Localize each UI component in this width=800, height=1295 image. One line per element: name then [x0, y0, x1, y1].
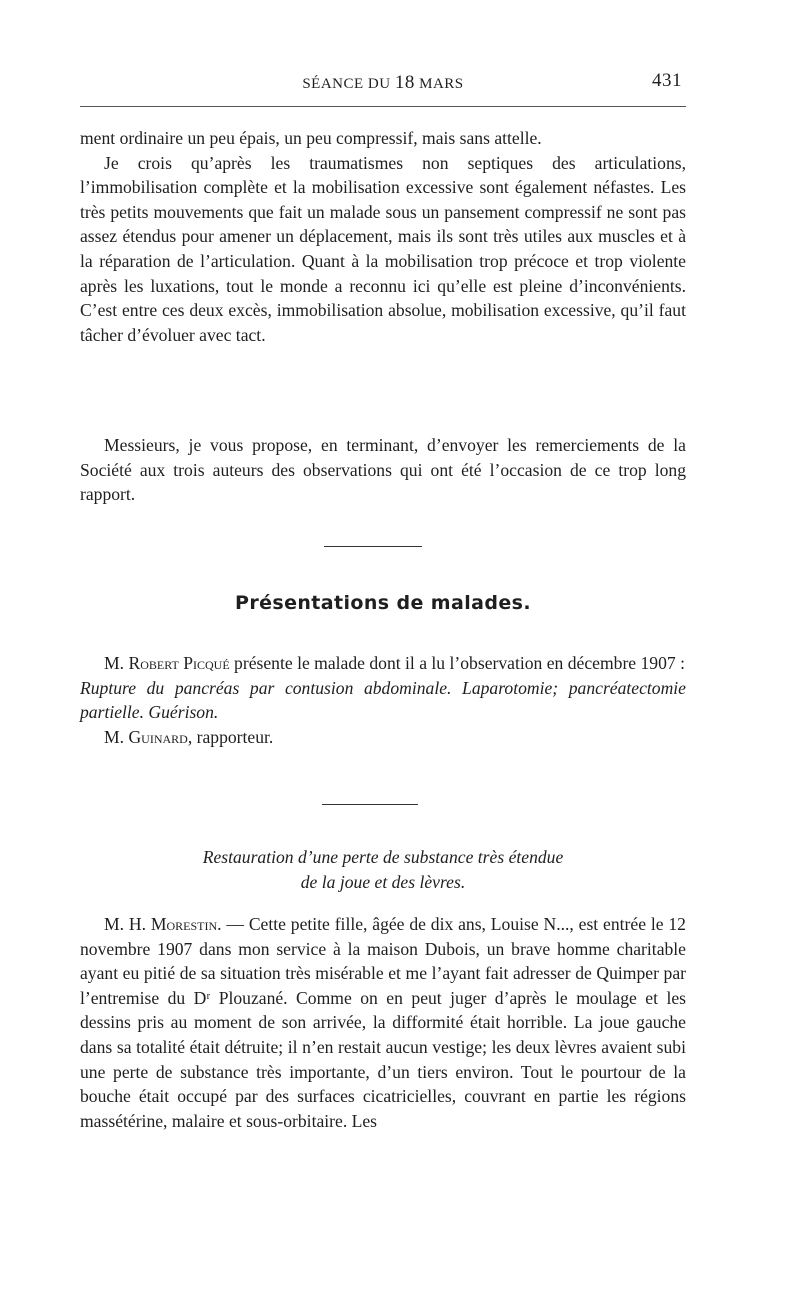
section-separator [324, 546, 422, 547]
article-text: . — Cette petite fille, âgée de dix ans, Louise N..., est entrée le 12 novembre 1907 dans mon service à la maison Dubois, un brave homme charitable ayant eu pitié de sa situation très misérable et me l’ayant fait adresser de Quimper par l’entremise du Dʳ Plouzané. Comme on en peut juger d’après le moulage et les dessins pris au moment de son arrivée, la difformité était horrible. La joue gauche dans sa totalité était détruite; il n’en restait aucun vestige; les deux lèvres avaient subi une perte de substance très importante, d’un tiers environ. Tout le pourtour de la bouche était occupé par des surfaces cicatricielles, couvrant en partie les régions massétérine, malaire et sous-orbitaire. Les [80, 914, 686, 1131]
running-title-pre: SÉANCE DU [302, 76, 395, 92]
paragraph-remerciements: Messieurs, je vous propose, en terminant, d’envoyer les remerciements de la Société aux trois auteurs des observations qui ont été l’occasion de ce trop long rapport. [80, 435, 686, 505]
article-body [80, 912, 686, 1133]
article-paragraph [80, 912, 686, 1133]
article-separator [322, 804, 418, 805]
rapporteur-suffix: , rapporteur. [187, 726, 274, 747]
running-head [80, 70, 686, 94]
presentation-block [80, 651, 686, 749]
section-title-presentations: Présentations de malades. [235, 592, 531, 614]
presentation-intro-text: présente le malade dont il a lu l’observation en décembre 1907 : [229, 653, 685, 673]
body-text [80, 126, 686, 347]
presentation-m: M. [104, 653, 129, 673]
paragraph-continuation: ment ordinaire un peu épais, un peu compressif, mais sans attelle. [80, 128, 542, 148]
article-title-line-1: Restauration d’une perte de substance très étendue [202, 847, 564, 867]
case-title: Rupture du pancréas par contusion abdominale. Laparotomie; pancréatectomie partielle. Guérison. [80, 677, 686, 723]
header-rule [80, 106, 686, 107]
running-title-month: MARS [414, 76, 464, 92]
running-title-date: 18 [394, 72, 415, 93]
article-title-line-2: de la joue et des lèvres. [300, 871, 466, 892]
paragraph-immobilisation: Je crois qu’après les traumatismes non septiques des articulations, l’immobilisation complète et la mobilisation excessive sont également néfastes. Les très petits mouvements que fait un malade sous un pansement compressif ne sont pas assez étendus pour amener un déplacement, mais ils sont très utiles aux muscles et à la réparation de l’articulation. Quant à la mobilisation trop précoce et trop violente après les luxations, tout le monde a reconnu ici qu’elle est pleine d’inconvénients. C’est entre ces deux excès, immobilisation absolue, mobilisation excessive, qu’il faut tâcher d’évoluer avec tact. [80, 152, 686, 345]
presenter-name: Robert Picqué [128, 653, 230, 673]
rapporteur-line [80, 725, 686, 750]
rapporteur-m: M. [104, 726, 129, 747]
rapporteur-name: Guinard [128, 726, 188, 747]
closing-paragraph-block [80, 433, 686, 507]
author-name: Morestin [150, 914, 218, 934]
author-prefix: M. H. [104, 914, 151, 934]
presentation-intro [80, 651, 686, 676]
running-title [80, 72, 686, 94]
page-number: 431 [652, 70, 682, 91]
article-title [80, 845, 686, 894]
